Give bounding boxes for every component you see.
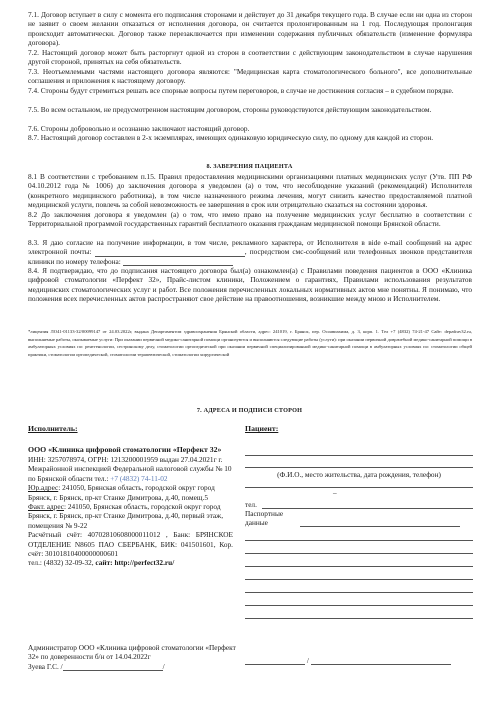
executor-bank-details: Расчётный счёт: 40702810608000011012 , Банк: БРЯНСКОЕ ОТДЕЛЕНИЕ N8605 ПАО СБЕРБАНК, БИК: 041501601, Кор. счёт: 30101810400000000601 — [28, 530, 233, 559]
clause-7-4: 7.4. Стороны будут стремиться решать все спорные вопросы путем переговоров, в случае не достижения согласия – в судебном порядке. — [28, 86, 454, 95]
clause-7-2: 7.2. Настоящий договор может быть расторгнут одной из сторон в соответствии с действующим законодательством в случае нарушения другой стороной, принятых на себя обязательств. — [28, 48, 472, 67]
patient-line-5[interactable] — [245, 553, 473, 554]
patient-line-9[interactable] — [245, 605, 473, 606]
executor-phone[interactable]: +7 (4832) 74-11-02 — [110, 473, 168, 483]
patient-name-line[interactable] — [311, 657, 451, 665]
patient-tel-label: тел. — [245, 500, 257, 509]
executor-name: ООО «Клиника цифровой стоматологии «Перфект 32» — [28, 445, 222, 454]
clause-7-7: 8.7. Настоящий договор составлен в 2-х экземплярах, имеющих одинаковую юридическую силу, по одному для каждой из сторон. — [28, 133, 434, 142]
patient-line-8[interactable] — [245, 592, 473, 593]
email-blank-line[interactable] — [95, 249, 245, 257]
underscore-mark: _ — [333, 486, 337, 495]
executor-inn: ИНН: 3257078974, ОГРН: 1213200001959 выдан 27.04.2021г г. Межрайонной инспекцией Федеральной налоговой службы № 10 по Брянской области тел.: +7 (4832) 74-11-02 — [28, 455, 232, 483]
clause-8-2: 8.2 До заключения договора я уведомлен (а) о том, что имею право на получение медицинских услуг бесплатно в соответствии с Территориальной программой государственных гарантий бесплатного оказания гражданам медицинской помощи Брянской области. — [28, 210, 472, 229]
executor-admin: Администратор ООО «Клиника цифровой стоматологии «Перфект 32» по доверенности б/н от 14.04.2022г — [28, 643, 236, 662]
clause-8-1: 8.1 В соответствии с требованием п.15. Правил предоставления медицинскими организациями платных медицинских услуг (Утв. ПП РФ 04.10.2012 года № 1006) до заключения договора я уведомлен (а) о том, что несоблюдение указаний (рекомендаций) Исполнителя (конкретного медицинского работника), в том числе назначенного режима лечения, могут снизить качество предоставляемой платной медицинской услуги, повлечь за собой невозможность ее завершения в срок или отрицательно сказаться на состоянии здоровья. — [28, 172, 472, 210]
patient-passport-line[interactable] — [300, 526, 460, 527]
clause-7-5: 7.5. Во всем остальном, не предусмотренном настоящим договором, стороны руководствуются действующим законодательством. — [28, 105, 432, 114]
executor-legal-address: Юр.адрес: 241050, Брянская область, городской округ город Брянск, г. Брянск, пр-кт Станке Димитрова, д.40, помещ.5 — [28, 483, 215, 502]
executor-signature-line[interactable] — [63, 663, 163, 671]
patient-signature-line[interactable] — [245, 657, 305, 665]
clause-7-6: 7.6. Стороны добровольно и осознанно заключают настоящий договор. — [28, 124, 250, 133]
section-addresses-title: 7. АДРЕСА И ПОДПИСИ СТОРОН — [196, 407, 303, 414]
executor-website-link[interactable]: сайт: http://perfect32.ru/ — [95, 558, 175, 568]
patient-signature-block: / — [245, 656, 473, 665]
patient-passport-label: Паспортные данные — [245, 509, 284, 528]
executor-signature-block — [28, 643, 248, 671]
patient-line-6[interactable] — [245, 566, 473, 567]
patient-line-4[interactable] — [245, 540, 473, 541]
executor-contacts: тел.: (4832) 32-09-32, сайт: http://perfect32.ru/ — [28, 558, 175, 568]
patient-line-1[interactable] — [245, 455, 473, 456]
patient-line-2[interactable] — [245, 467, 473, 468]
clause-7-3: 7.3. Неотъемлемыми частями настоящего договора являются: "Медицинская карта стоматологического больного", все дополнительные соглашения и приложения к настоящему договору. — [28, 67, 472, 86]
patient-fio-caption: (Ф.И.О., место жительства, дата рождения, телефон) — [277, 470, 441, 479]
clause-8-4: 8.4. Я подтверждаю, что до подписания настоящего договора был(а) ознакомлен(а) с Правилами поведения пациентов в ООО «Клиника цифровой стоматологии «Перфект 32», Прайс-листом клиники, Положением о гарантиях, Правилами использования результатов медицинских стоматологических услуг и работ. Все положения перечисленных локальных нормативных актов мне понятны. Я понимаю, что положения всех перечисленных актов распространяют свое действие на правоотношения, возникшие между мною и Исполнителем. — [28, 266, 472, 304]
section-8-title: 8. ЗАВЕРЕНИЯ ПАЦИЕНТА — [206, 163, 293, 170]
executor-signatory: Зуева Г.С. / / — [28, 661, 165, 671]
license-footnote: *лицензия ЛО41-01133-32/00099147 от 24.03.2022г, выдана Департаментом здравоохранения Брянской области, адрес: 241019, г. Брянск, пер. Осоавиахима, д. 3, корп. 1. Тел +7 (4832) 74-21-47 Сайт: depzdrav32.ru, выполняемые работы, оказываемые услуги: При оказании первичной медико-санитарной помощи организуются и выполняются следующие работы (услуги): при оказании первичной доврачебной медико-санитарной помощи в амбулаторных условиях по: рентгенологии, сестринскому делу, стоматологии ортопедической при оказании первичной специализированной медико-санитарной помощи в амбулаторных условиях по: стоматологии общей практики, стоматологии ортопедической, стоматологии терапевтической, стоматологии хирургической — [28, 329, 472, 357]
executor-heading: Исполнитель: — [28, 424, 78, 433]
executor-actual-address: Факт. адрес: 241050, Брянская область, городской округ город Брянск, г. Брянск, пр-кт Станке Димитрова, д.40, первый этаж, помещения № 9-22 — [28, 502, 224, 530]
patient-line-10[interactable] — [245, 618, 473, 619]
patient-heading: Пациент: — [245, 424, 279, 433]
executor-details — [28, 445, 233, 568]
patient-line-3[interactable] — [245, 487, 473, 488]
clause-7-1: 7.1. Договор вступает в силу с момента его подписания сторонами и действует до 31 декабря текущего года. В случае если ни одна из сторон не заявит о своем желании отказаться от исполнения договора, он считается пролонгированным на 1 год. Последующая пролонгация происходит автоматически. Договор также перезаключается при изменении содержания публичных обязательств (изменение формуляра договора). — [28, 10, 472, 48]
clause-8-3: 8.3. Я даю согласие на получение информации, в том числе, рекламного характера, от Исполнителя в вide e-mail сообщений на адрес электронной почты: , посредством смс-сообщений или телефонных звонков представителя клиники по номеру телефона: — [28, 238, 472, 266]
patient-line-7[interactable] — [245, 579, 473, 580]
